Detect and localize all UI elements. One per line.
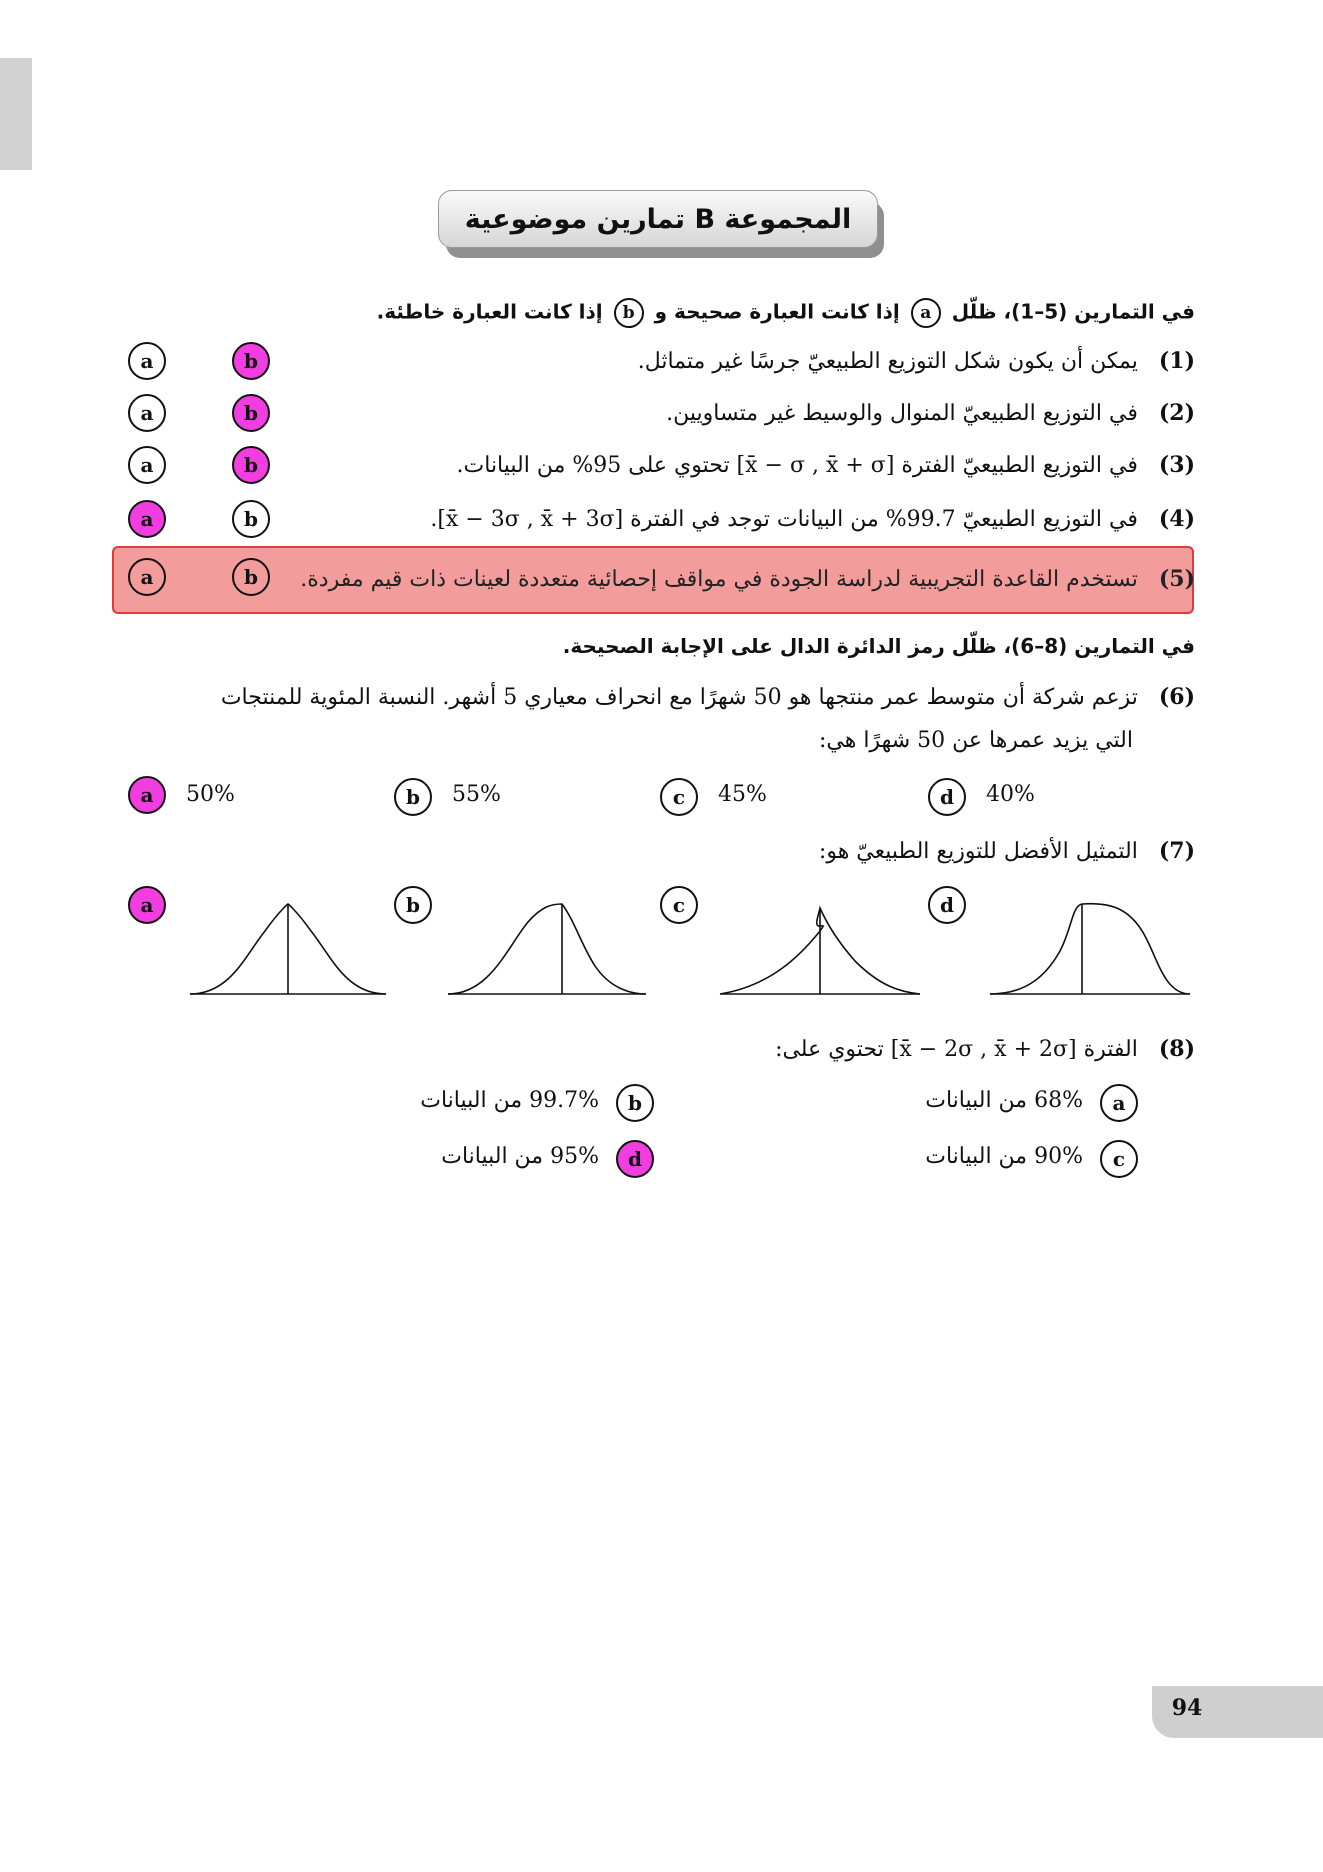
tf-item-1 bbox=[638, 348, 1195, 374]
item-number: (3) bbox=[1158, 452, 1195, 478]
q6-option-a-text: 50% bbox=[186, 782, 235, 807]
q7-curves bbox=[190, 896, 1200, 1000]
tf-5-option-a[interactable]: a bbox=[128, 558, 166, 596]
q6-option-d-text: 40% bbox=[986, 782, 1035, 807]
q7-option-b[interactable]: b bbox=[394, 886, 432, 924]
q6-text-1: تزعم شركة أن متوسط عمر منتجها هو 50 شهرًا مع انحراف معياري 5 أشهر. النسبة المئوية للمنتجات bbox=[220, 685, 1138, 710]
q6-option-c-text: 45% bbox=[718, 782, 767, 807]
tf-2-option-b[interactable]: b bbox=[232, 394, 270, 432]
curve-d-skewed-bell bbox=[990, 904, 1190, 994]
q6-option-c[interactable]: c bbox=[660, 778, 698, 816]
q8-option-d-text: 95% من البيانات bbox=[441, 1144, 599, 1169]
tf-item-2 bbox=[666, 400, 1195, 426]
q8-option-b[interactable]: b bbox=[616, 1084, 654, 1122]
q8-option-b-text: 99.7% من البيانات bbox=[420, 1088, 599, 1113]
item-number: (2) bbox=[1158, 400, 1195, 426]
page-number: 94 bbox=[1171, 1695, 1203, 1721]
q7-text: التمثيل الأفضل للتوزيع الطبيعيّ هو: bbox=[818, 839, 1138, 864]
tf-item-3 bbox=[457, 452, 1195, 478]
tf-1-option-a[interactable]: a bbox=[128, 342, 166, 380]
q8-text: الفترة [x̄ − 2σ , x̄ + 2σ] تحتوي على: bbox=[775, 1037, 1138, 1062]
q7-number: (7) bbox=[1158, 838, 1195, 864]
q6-option-a[interactable]: a bbox=[128, 776, 166, 814]
side-tab bbox=[0, 58, 32, 170]
instruction-mc: في التمارين (8–6)، ظلّل رمز الدائرة الدال على الإجابة الصحيحة. bbox=[562, 634, 1195, 658]
q6-line-1 bbox=[221, 684, 1195, 710]
item-number: (5) bbox=[1158, 566, 1195, 592]
q8-option-a[interactable]: a bbox=[1100, 1084, 1138, 1122]
q7-option-a[interactable]: a bbox=[128, 886, 166, 924]
tf-4-option-b[interactable]: b bbox=[232, 500, 270, 538]
q6-option-d[interactable]: d bbox=[928, 778, 966, 816]
tf-3-option-a[interactable]: a bbox=[128, 446, 166, 484]
q7-line bbox=[819, 838, 1195, 864]
instruction-tf bbox=[377, 298, 1195, 328]
q8-number: (8) bbox=[1158, 1036, 1195, 1062]
q8-option-a-text: 68% من البيانات bbox=[925, 1088, 1083, 1113]
item-text: في التوزيع الطبيعيّ المنوال والوسيط غير متساويين. bbox=[666, 401, 1138, 426]
curve-b-skewed-bell bbox=[448, 904, 646, 994]
instruction-tf-prefix: في التمارين (5–1)، ظلّل bbox=[951, 299, 1195, 324]
item-number: (1) bbox=[1158, 348, 1195, 374]
instruction-circle-b: b bbox=[614, 298, 644, 328]
item-text: تستخدم القاعدة التجريبية لدراسة الجودة في مواقف إحصائية متعددة لعينات ذات قيم مفردة. bbox=[300, 567, 1138, 592]
tf-item-4 bbox=[430, 506, 1195, 532]
q8-option-c[interactable]: c bbox=[1100, 1140, 1138, 1178]
q6-number: (6) bbox=[1158, 684, 1195, 710]
tf-3-option-b[interactable]: b bbox=[232, 446, 270, 484]
q8-line bbox=[775, 1036, 1195, 1062]
q7-option-c[interactable]: c bbox=[660, 886, 698, 924]
tf-4-option-a[interactable]: a bbox=[128, 500, 166, 538]
section-title: المجموعة B تمارين موضوعية bbox=[438, 190, 878, 248]
item-text: في التوزيع الطبيعيّ 99.7% من البيانات توجد في الفترة [x̄ − 3σ , x̄ + 3σ]. bbox=[430, 507, 1138, 532]
q6-line-2: التي يزيد عمرها عن 50 شهرًا هي: bbox=[818, 728, 1133, 753]
q8-option-d[interactable]: d bbox=[616, 1140, 654, 1178]
tf-5-option-b[interactable]: b bbox=[232, 558, 270, 596]
tf-1-option-b[interactable]: b bbox=[232, 342, 270, 380]
tf-item-5 bbox=[300, 566, 1195, 592]
item-number: (4) bbox=[1158, 506, 1195, 532]
item-text: يمكن أن يكون شكل التوزيع الطبيعيّ جرسًا غير متماثل. bbox=[637, 349, 1138, 374]
q7-option-d[interactable]: d bbox=[928, 886, 966, 924]
q6-option-b-text: 55% bbox=[452, 782, 501, 807]
item-text: في التوزيع الطبيعيّ الفترة [x̄ − σ , x̄ + σ] تحتوي على 95% من البيانات. bbox=[456, 453, 1138, 478]
q8-option-c-text: 90% من البيانات bbox=[925, 1144, 1083, 1169]
instruction-tf-suffix: إذا كانت العبارة خاطئة. bbox=[376, 299, 603, 324]
instruction-circle-a: a bbox=[911, 298, 941, 328]
q6-option-b[interactable]: b bbox=[394, 778, 432, 816]
instruction-tf-middle: إذا كانت العبارة صحيحة و bbox=[654, 299, 900, 324]
tf-2-option-a[interactable]: a bbox=[128, 394, 166, 432]
